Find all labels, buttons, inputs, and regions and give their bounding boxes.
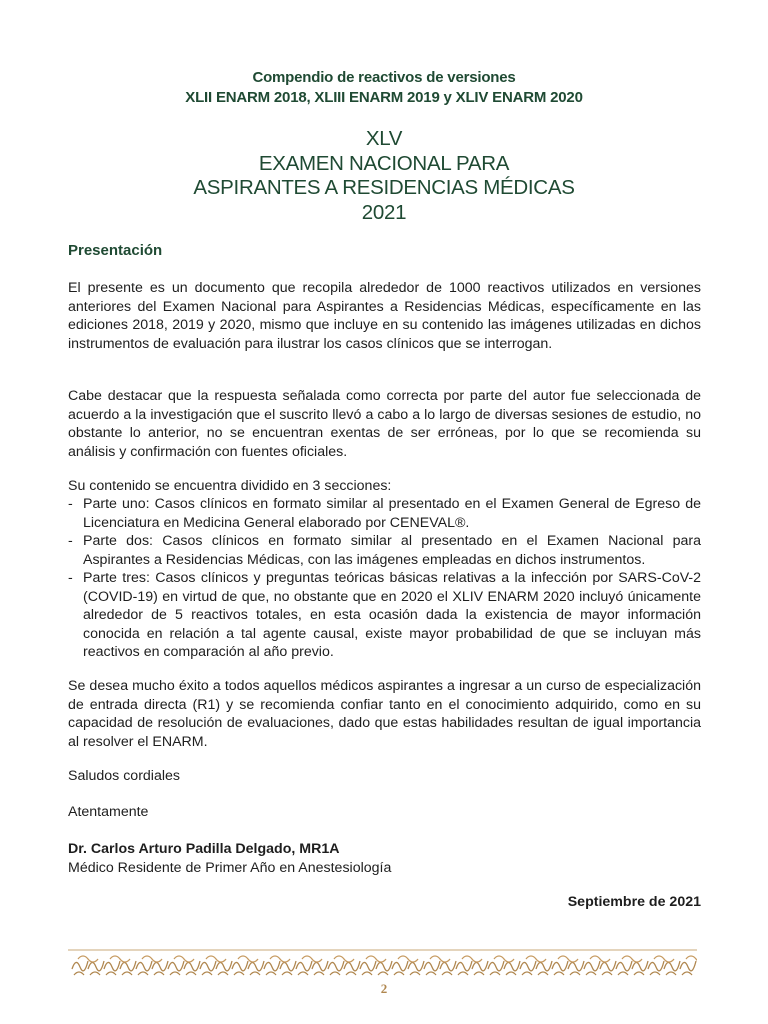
compendio-header <box>0 68 768 108</box>
exam-title-line-4: 2021 <box>361 200 407 224</box>
paragraph-closing: Atentamente <box>68 804 149 820</box>
paragraph-greeting: Saludos cordiales <box>68 768 180 784</box>
exam-title-line-2: EXAMEN NACIONAL PARA <box>258 151 510 175</box>
exam-title-line-3: ASPIRANTES A RESIDENCIAS MÉDICAS <box>193 176 575 199</box>
page-number: 2 <box>380 981 388 996</box>
signature-block <box>68 840 391 877</box>
compendio-line-2: XLII ENARM 2018, XLIII ENARM 2019 y XLIV ENARM 2020 <box>185 89 583 106</box>
document-date: Septiembre de 2021 <box>567 894 701 910</box>
paragraph-intro: El presente es un documento que recopila alrededor de 1000 reactivos utilizados en versiones anteriores del Examen Nacional para Aspirantes a Residencias Médicas, específicamente en las ediciones 2018, 2019 y 2020, mismo que incluye en su contenido las imágenes utilizadas en dichos instrumentos de evaluación para ilustrar los casos clínicos que se interrogan. <box>68 280 701 352</box>
list-item <box>68 495 701 532</box>
list-item <box>68 569 701 662</box>
signature-role: Médico Residente de Primer Año en Anestesiología <box>68 859 392 876</box>
exam-title <box>0 127 768 225</box>
decorative-pattern-band-icon <box>68 949 697 979</box>
list-dash: - <box>68 570 73 586</box>
paragraph-disclaimer: Cabe destacar que la respuesta señalada como correcta por parte del autor fue seleccionada de acuerdo a la investigación que el suscrito llevó a cabo a lo largo de diversas sesiones de estudio, no obstante lo anterior, no se encuentran exentas de ser erróneas, por lo que se recomienda su análisis y confirmación con fuentes oficiales. <box>68 388 701 460</box>
compendio-line-1: Compendio de reactivos de versiones <box>252 69 516 86</box>
list-item-text: Parte dos: Casos clínicos en formato similar al presentado en el Examen Nacional para Aspirantes a Residencias Médicas, con las imágenes empleadas en dichos instrumentos. <box>83 533 701 568</box>
list-item-text: Parte tres: Casos clínicos y preguntas teóricas básicas relativas a la infección por SARS-CoV-2 (COVID-19) en virtud de que, no obstante que en 2020 el XLIV ENARM 2020 incluyó únicamente alrededor de 5 reactivos totales, en esta ocasión dada la existencia de mayor información conocida en relación a tal agente causal, existe mayor probabilidad de que se incluyan más reactivos en comparación al año previo. <box>83 570 701 660</box>
signature-name: Dr. Carlos Arturo Padilla Delgado, MR1A <box>68 841 340 857</box>
list-dash: - <box>68 533 73 549</box>
section-heading: Presentación <box>68 242 163 259</box>
paragraph-wishes: Se desea mucho éxito a todos aquellos médicos aspirantes a ingresar a un curso de especialización de entrada directa (R1) y se recomienda confiar tanto en el conocimiento adquirido, como en su capacidad de resolución de evaluaciones, dado que estas habilidades resultan de igual importancia al resolver el ENARM. <box>68 678 701 750</box>
exam-title-line-1: XLV <box>365 127 403 150</box>
list-dash: - <box>68 496 73 512</box>
list-item-text: Parte uno: Casos clínicos en formato similar al presentado en el Examen General de Egreso de Licenciatura en Medicina General elaborado por CENEVAL®. <box>83 496 701 531</box>
paragraph-sections-intro: Su contenido se encuentra dividido en 3 secciones: <box>68 478 392 494</box>
sections-list <box>68 495 701 662</box>
list-item <box>68 532 701 569</box>
